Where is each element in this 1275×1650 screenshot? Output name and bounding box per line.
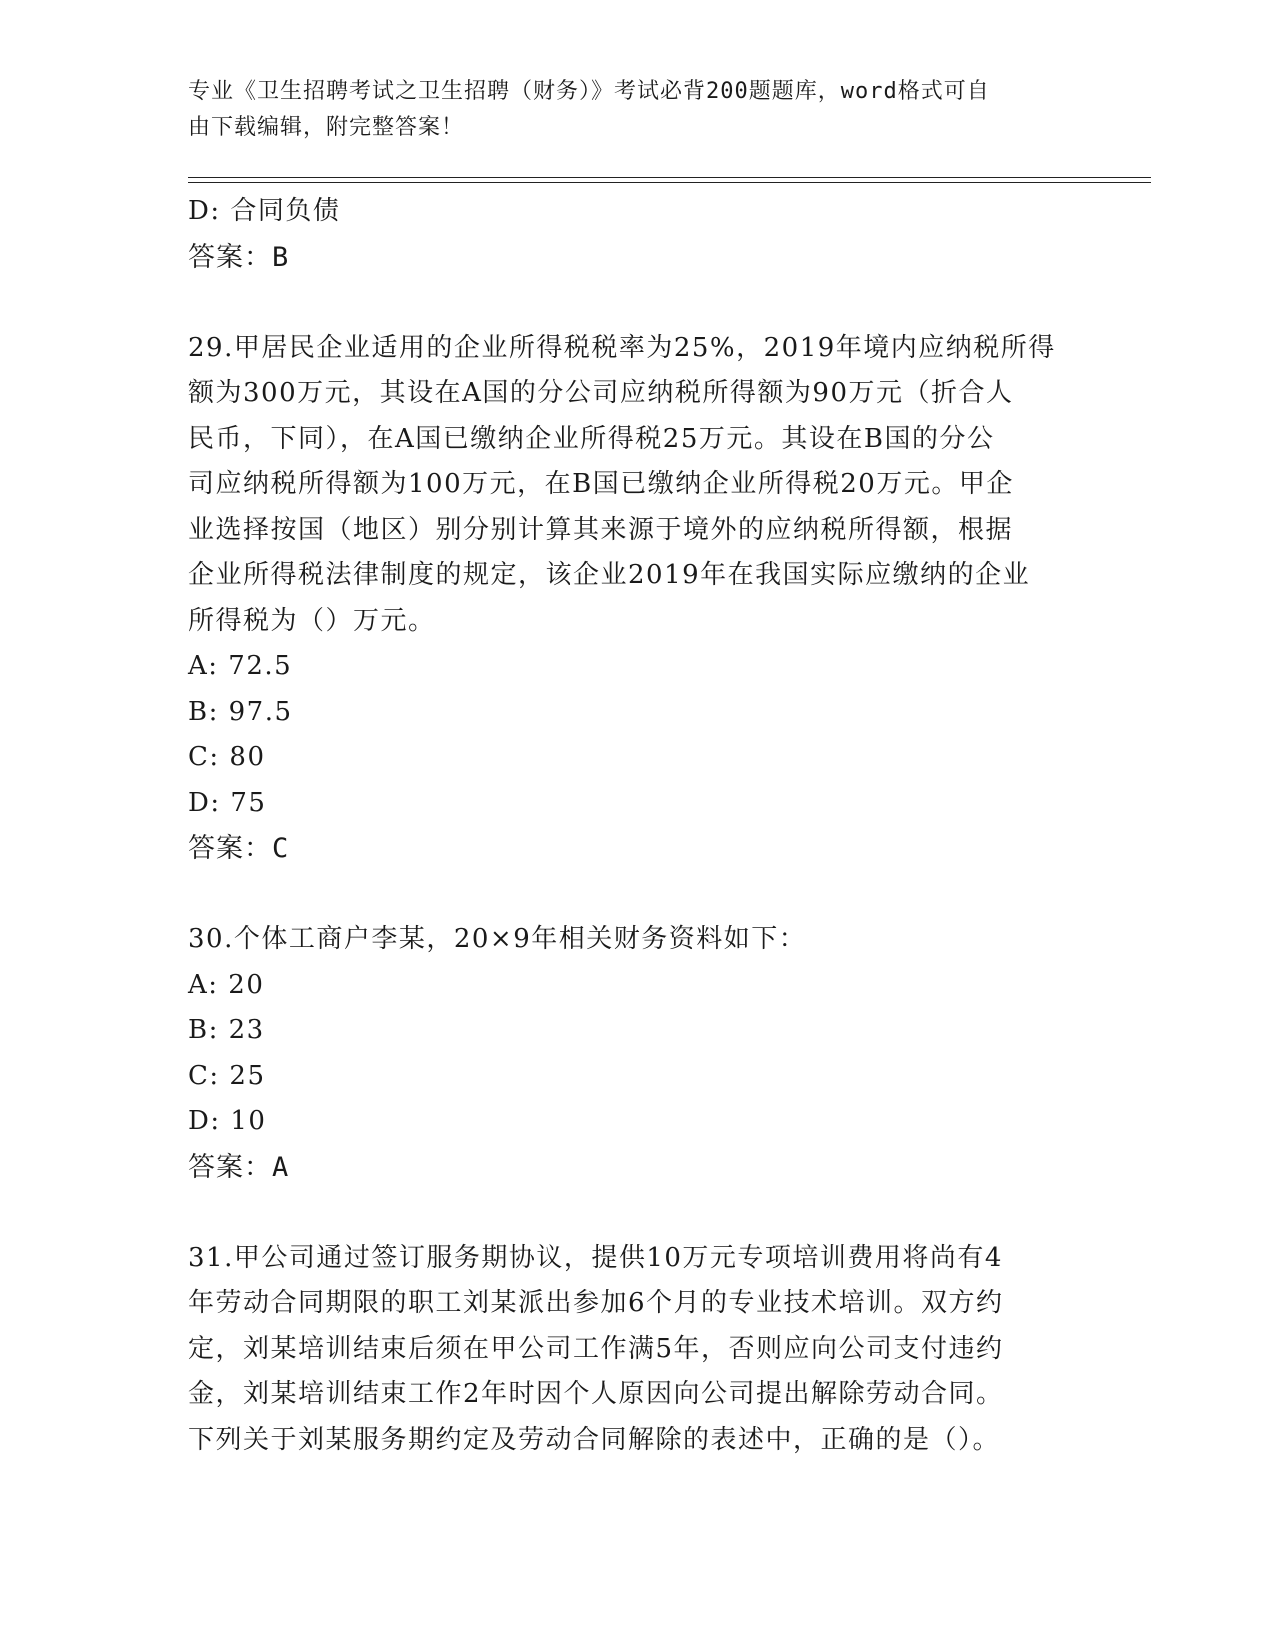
question-29-stem-line: 司应纳税所得额为100万元，在B国已缴纳企业所得税20万元。甲企 [188, 469, 1014, 499]
question-29-stem-line: 民币，下同），在A国已缴纳企业所得税25万元。其设在B国的分公 [188, 423, 995, 454]
answer-value: A [272, 1151, 290, 1183]
question-30-option-d: D: 10 [188, 1106, 267, 1136]
question-30-option-a: A: 20 [188, 969, 265, 1000]
question-29-answer [188, 826, 1088, 872]
prev-option-d: D: 合同负债 [188, 196, 341, 226]
answer-value: B [272, 241, 290, 273]
question-31-stem-line: 31.甲公司通过签订服务期协议，提供10万元专项培训费用将尚有4 [188, 1242, 1003, 1273]
question-30-option-b: B: 23 [188, 1015, 265, 1045]
question-29-option-d: D: 75 [188, 787, 267, 818]
prev-answer [188, 235, 1088, 281]
question-29-stem-line: 额为300万元，其设在A国的分公司应纳税所得额为90万元（折合人 [188, 378, 1014, 408]
answer-label: 答案： [188, 241, 272, 273]
header-line-2: 由下载编辑，附完整答案！ [188, 115, 465, 140]
question-30-option-c: C: 25 [188, 1060, 266, 1091]
question-31-stem-line: 年劳动合同期限的职工刘某派出参加6个月的专业技术培训。双方约 [188, 1288, 1004, 1318]
question-30 [188, 917, 1088, 1190]
question-31 [188, 1236, 1088, 1464]
question-31-stem-line: 下列关于刘某服务期约定及劳动合同解除的表述中，正确的是（）。 [188, 1424, 1001, 1455]
question-29-stem-line: 所得税为（）万元。 [188, 605, 436, 636]
header-line-1: 专业《卫生招聘考试之卫生招聘（财务）》考试必背200题题库，word格式可自 [188, 79, 990, 104]
question-29-option-a: A: 72.5 [188, 651, 293, 681]
question-29-option-c: C: 80 [188, 742, 266, 772]
question-29-stem-line: 业选择按国（地区）别分别计算其来源于境外的应纳税所得额，根据 [188, 514, 1014, 545]
question-31-stem-line: 定，刘某培训结束后须在甲公司工作满5年，否则应向公司支付违约 [188, 1333, 1004, 1364]
question-29 [188, 326, 1088, 872]
question-29-stem-line: 企业所得税法律制度的规定，该企业2019年在我国实际应缴纳的企业 [188, 560, 1031, 590]
question-29-stem-line: 29.甲居民企业适用的企业所得税税率为25%，2019年境内应纳税所得 [188, 332, 1056, 363]
answer-value: C [272, 833, 290, 864]
document-header [188, 74, 1068, 146]
document-body [188, 189, 1088, 1463]
question-31-stem-line: 金，刘某培训结束工作2年时因个人原因向公司提出解除劳动合同。 [188, 1379, 1004, 1409]
question-30-answer [188, 1145, 1088, 1191]
header-divider-bottom [188, 182, 1151, 183]
question-30-stem: 30.个体工商户李某，20×9年相关财务资料如下： [188, 924, 807, 954]
header-divider-top [188, 177, 1151, 178]
question-29-option-b: B: 97.5 [188, 696, 293, 727]
answer-label: 答案： [188, 833, 272, 864]
answer-label: 答案： [188, 1151, 272, 1183]
